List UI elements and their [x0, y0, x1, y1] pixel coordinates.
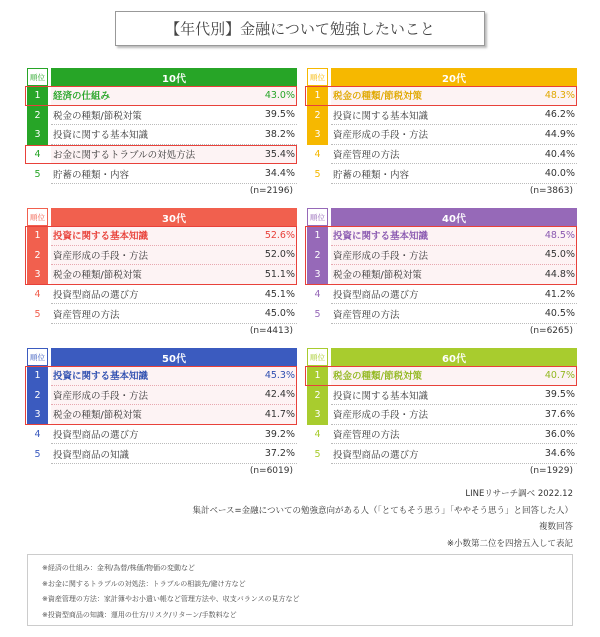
ranking-table: [307, 208, 577, 336]
item-cell: [331, 444, 577, 464]
item-label: 税金の種類/節税対策: [53, 270, 142, 282]
item-label: 資産形成の手段・方法: [333, 130, 429, 142]
footnote: ※お金に関するトラブルの対処法：トラブルの相談先/避け方など: [42, 579, 246, 588]
percent-value: 40.0%: [544, 168, 575, 180]
table-row: [27, 425, 297, 445]
item-label: 資産管理の方法: [333, 430, 400, 442]
table-row: [27, 366, 297, 386]
table-row: [307, 425, 577, 445]
table-row: [307, 164, 577, 184]
percent-value: 41.7%: [264, 408, 295, 420]
table-row: [27, 106, 297, 126]
table-row: [27, 226, 297, 246]
item-label: 税金の種類/節税対策: [333, 371, 422, 383]
percent-value: 40.7%: [544, 369, 575, 381]
table-row: [307, 265, 577, 285]
item-cell: [331, 285, 577, 305]
item-cell: [51, 226, 297, 246]
item-label: 資産形成の手段・方法: [53, 390, 149, 402]
percent-value: 48.3%: [544, 89, 575, 101]
table-header: [27, 68, 297, 86]
rank-cell: 5: [27, 304, 48, 324]
item-cell: [51, 246, 297, 266]
rank-cell: 2: [27, 386, 48, 406]
age-group-header: 60代: [331, 348, 577, 366]
item-label: 経済の仕組み: [53, 91, 111, 103]
rank-header: 順位: [27, 208, 48, 226]
table-row: [307, 405, 577, 425]
item-label: 税金の種類/節税対策: [53, 110, 142, 122]
item-label: 資産管理の方法: [333, 309, 400, 321]
page-title-text: 【年代別】金融について勉強したいこと: [165, 20, 435, 38]
item-label: 投資型商品の選び方: [53, 430, 139, 442]
percent-value: 44.8%: [544, 268, 575, 280]
rank-cell: 3: [27, 265, 48, 285]
table-row: [27, 125, 297, 145]
percent-value: 40.5%: [544, 308, 575, 320]
item-label: 投資型商品の選び方: [53, 290, 139, 302]
age-group-header: 50代: [51, 348, 297, 366]
rank-cell: 3: [307, 265, 328, 285]
table-header: [307, 348, 577, 366]
table-row: [27, 405, 297, 425]
percent-value: 45.0%: [264, 308, 295, 320]
percent-value: 34.6%: [544, 448, 575, 460]
table-header: [27, 208, 297, 226]
percent-value: 41.2%: [544, 288, 575, 300]
ranking-table: [27, 68, 297, 196]
sample-size: (n=4413): [249, 325, 293, 336]
item-cell: [51, 164, 297, 184]
rank-cell: 4: [27, 285, 48, 305]
table-row: [307, 386, 577, 406]
table-row: [307, 246, 577, 266]
table-row: [27, 386, 297, 406]
table-row: [27, 285, 297, 305]
percent-value: 46.2%: [544, 109, 575, 121]
item-cell: [331, 164, 577, 184]
table-header: [307, 68, 577, 86]
rank-cell: 5: [307, 164, 328, 184]
rank-header: 順位: [307, 68, 328, 86]
item-label: 資産形成の手段・方法: [333, 250, 429, 262]
percent-value: 45.3%: [264, 369, 295, 381]
item-cell: [51, 386, 297, 406]
rounding-note: ※小数第二位を四捨五入して表記: [446, 538, 573, 549]
rank-cell: 5: [27, 444, 48, 464]
rank-cell: 4: [27, 425, 48, 445]
ranking-table: [27, 208, 297, 336]
rank-cell: 5: [307, 304, 328, 324]
item-cell: [51, 405, 297, 425]
item-label: 資産管理の方法: [333, 150, 400, 162]
percent-value: 37.2%: [264, 448, 295, 460]
item-label: 投資に関する基本知識: [53, 231, 149, 243]
rank-header: 順位: [307, 348, 328, 366]
sample-size: (n=1929): [529, 465, 573, 476]
percent-value: 36.0%: [544, 428, 575, 440]
rank-cell: 3: [307, 125, 328, 145]
item-label: 投資に関する基本知識: [53, 371, 149, 383]
item-cell: [331, 226, 577, 246]
percent-value: 45.0%: [544, 249, 575, 261]
page-title: [115, 11, 485, 46]
item-label: 投資型商品の選び方: [333, 449, 419, 461]
item-cell: [331, 246, 577, 266]
item-label: 資産形成の手段・方法: [333, 410, 429, 422]
percent-value: 38.2%: [264, 128, 295, 140]
item-label: 投資に関する基本知識: [333, 110, 429, 122]
rank-cell: 1: [27, 86, 48, 106]
table-row: [307, 145, 577, 165]
table-header: [27, 348, 297, 366]
item-label: 資産管理の方法: [53, 309, 120, 321]
item-cell: [331, 366, 577, 386]
percent-value: 52.0%: [264, 249, 295, 261]
rank-cell: 2: [27, 106, 48, 126]
item-label: 投資に関する基本知識: [333, 390, 429, 402]
item-cell: [51, 125, 297, 145]
item-cell: [51, 265, 297, 285]
item-cell: [331, 106, 577, 126]
table-row: [307, 366, 577, 386]
percent-value: 44.9%: [544, 128, 575, 140]
rank-cell: 3: [27, 125, 48, 145]
rank-cell: 4: [307, 425, 328, 445]
item-label: 貯蓄の種類・内容: [333, 169, 410, 181]
ranking-table: [307, 348, 577, 476]
percent-value: 39.2%: [264, 428, 295, 440]
table-row: [307, 285, 577, 305]
table-row: [27, 265, 297, 285]
item-label: お金に関するトラブルの対処方法: [53, 150, 196, 162]
percent-value: 42.4%: [264, 389, 295, 401]
table-row: [27, 145, 297, 165]
table-header: [307, 208, 577, 226]
item-label: 資産形成の手段・方法: [53, 250, 149, 262]
age-group-header: 10代: [51, 68, 297, 86]
percent-value: 39.5%: [544, 389, 575, 401]
sample-size: (n=6019): [249, 465, 293, 476]
sample-size: (n=6265): [529, 325, 573, 336]
rank-cell: 5: [307, 444, 328, 464]
table-row: [307, 106, 577, 126]
age-group-header: 30代: [51, 208, 297, 226]
table-row: [27, 86, 297, 106]
item-cell: [51, 145, 297, 165]
item-cell: [331, 125, 577, 145]
item-cell: [331, 265, 577, 285]
age-group-header: 40代: [331, 208, 577, 226]
footnote-box: [27, 554, 573, 626]
item-cell: [331, 386, 577, 406]
item-cell: [51, 86, 297, 106]
multiple-answer-note: 複数回答: [538, 522, 573, 532]
item-label: 投資型商品の選び方: [333, 290, 419, 302]
item-label: 投資に関する基本知識: [53, 130, 149, 142]
rank-cell: 2: [307, 246, 328, 266]
rank-cell: 2: [307, 106, 328, 126]
item-cell: [51, 366, 297, 386]
source-note: LINEリサーチ調べ 2022.12: [465, 489, 573, 499]
item-cell: [51, 285, 297, 305]
rank-cell: 4: [307, 145, 328, 165]
item-cell: [331, 86, 577, 106]
ranking-table: [307, 68, 577, 196]
table-row: [307, 86, 577, 106]
rank-cell: 1: [27, 366, 48, 386]
survey-notes: [192, 486, 573, 552]
percent-value: 37.6%: [544, 408, 575, 420]
item-cell: [331, 405, 577, 425]
rank-cell: 5: [27, 164, 48, 184]
table-row: [307, 125, 577, 145]
ranking-table: [27, 348, 297, 476]
rank-cell: 1: [307, 366, 328, 386]
percent-value: 45.1%: [264, 288, 295, 300]
item-cell: [51, 425, 297, 445]
item-cell: [51, 444, 297, 464]
item-label: 投資型商品の知識: [53, 449, 130, 461]
table-row: [307, 444, 577, 464]
sample-size: (n=3863): [529, 185, 573, 196]
table-row: [307, 304, 577, 324]
percent-value: 34.4%: [264, 168, 295, 180]
item-label: 税金の種類/節税対策: [333, 270, 422, 282]
percent-value: 40.4%: [544, 148, 575, 160]
table-row: [27, 164, 297, 184]
rank-cell: 1: [307, 226, 328, 246]
item-label: 税金の種類/節税対策: [53, 410, 142, 422]
base-note: 集計ベース=金融についての勉強意向がある人（「とてもそう思う」「ややそう思う」と回答した人）: [192, 505, 573, 516]
rank-cell: 2: [307, 386, 328, 406]
rank-cell: 2: [27, 246, 48, 266]
rank-header: 順位: [307, 208, 328, 226]
rank-cell: 1: [307, 86, 328, 106]
footnote: ※資産管理の方法：家計簿やお小遣い帳など管理方法や、収支バランスの見方など: [42, 595, 300, 603]
percent-value: 48.5%: [544, 229, 575, 241]
rank-cell: 3: [27, 405, 48, 425]
table-row: [27, 304, 297, 324]
item-cell: [51, 304, 297, 324]
item-label: 投資に関する基本知識: [333, 231, 429, 243]
percent-value: 51.1%: [264, 268, 295, 280]
age-group-header: 20代: [331, 68, 577, 86]
rank-header: 順位: [27, 348, 48, 366]
item-label: 貯蓄の種類・内容: [53, 169, 130, 181]
footnote: ※投資型商品の知識：運用の仕方/リスク/リターン/手数料など: [42, 610, 237, 619]
rank-cell: 3: [307, 405, 328, 425]
table-row: [27, 444, 297, 464]
sample-size: (n=2196): [249, 185, 293, 196]
percent-value: 35.4%: [264, 148, 295, 160]
item-cell: [331, 304, 577, 324]
table-row: [307, 226, 577, 246]
rank-cell: 4: [27, 145, 48, 165]
rank-cell: 4: [307, 285, 328, 305]
percent-value: 43.0%: [264, 89, 295, 101]
rank-cell: 1: [27, 226, 48, 246]
percent-value: 39.5%: [264, 109, 295, 121]
item-label: 税金の種類/節税対策: [333, 91, 422, 103]
item-cell: [331, 425, 577, 445]
item-cell: [51, 106, 297, 126]
footnote: ※経済の仕組み：金利/為替/株価/物価の変動など: [42, 564, 195, 572]
table-row: [27, 246, 297, 266]
rank-header: 順位: [27, 68, 48, 86]
item-cell: [331, 145, 577, 165]
percent-value: 52.6%: [264, 229, 295, 241]
